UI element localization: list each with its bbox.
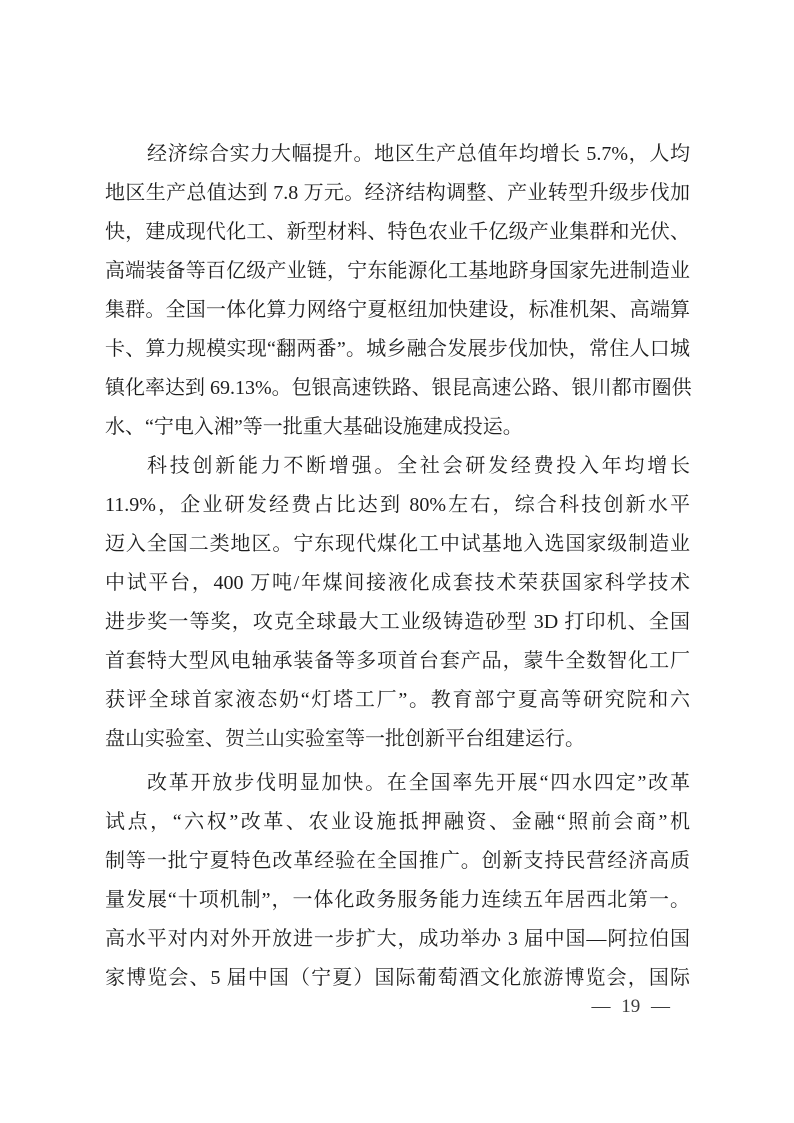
text-line: 科技创新能力不断增强。全社会研发经费投入年均增长 [147, 455, 690, 477]
text-line: 集群。全国一体化算力网络宁夏枢纽加快建设，标准机架、高端算 [105, 299, 690, 321]
paragraph [105, 135, 690, 447]
text-line: 迈入全国二类地区。宁东现代煤化工中试基地入选国家级制造业 [105, 533, 690, 555]
text-line: 改革开放步伐明显加快。在全国率先开展“四水四定”改革 [147, 772, 690, 794]
paragraph [105, 764, 690, 998]
text-line: 11.9%，企业研发经费占比达到 80%左右，综合科技创新水平 [105, 494, 690, 516]
text-line: 地区生产总值达到 7.8 万元。经济结构调整、产业转型升级步伐加 [105, 182, 690, 204]
text-line: 高水平对内对外开放进一步扩大，成功举办 3 届中国—阿拉伯国 [105, 928, 690, 950]
text-line: 试点，“六权”改革、农业设施抵押融资、金融“照前会商”机 [105, 811, 690, 833]
text-line: 镇化率达到 69.13%。包银高速铁路、银昆高速公路、银川都市圈供 [105, 377, 692, 399]
text-line: 高端装备等百亿级产业链，宁东能源化工基地跻身国家先进制造业 [105, 260, 690, 282]
text-line: 水、“宁电入湘”等一批重大基础设施建成投运。 [105, 416, 523, 438]
text-line: 快，建成现代化工、新型材料、特色农业千亿级产业集群和光伏、 [105, 221, 690, 243]
page-number: — 19 — [591, 996, 670, 1017]
text-line: 中试平台，400 万吨/年煤间接液化成套技术荣获国家科学技术 [105, 572, 690, 594]
document-body [105, 135, 690, 998]
paragraph [105, 447, 690, 759]
text-line: 首套特大型风电轴承装备等多项首台套产品，蒙牛全数智化工厂 [105, 650, 690, 672]
text-line: 量发展“十项机制”，一体化政务服务能力连续五年居西北第一。 [105, 889, 690, 911]
text-line: 获评全球首家液态奶“灯塔工厂”。教育部宁夏高等研究院和六 [105, 689, 690, 711]
text-line: 盘山实验室、贺兰山实验室等一批创新平台组建运行。 [105, 728, 585, 750]
text-line: 家博览会、5 届中国（宁夏）国际葡萄酒文化旅游博览会，国际 [105, 967, 690, 989]
text-line: 制等一批宁夏特色改革经验在全国推广。创新支持民营经济高质 [105, 850, 690, 872]
text-line: 卡、算力规模实现“翻两番”。城乡融合发展步伐加快，常住人口城 [105, 338, 690, 360]
text-line: 进步奖一等奖，攻克全球最大工业级铸造砂型 3D 打印机、全国 [105, 611, 690, 633]
text-line: 经济综合实力大幅提升。地区生产总值年均增长 5.7%，人均 [147, 143, 690, 165]
